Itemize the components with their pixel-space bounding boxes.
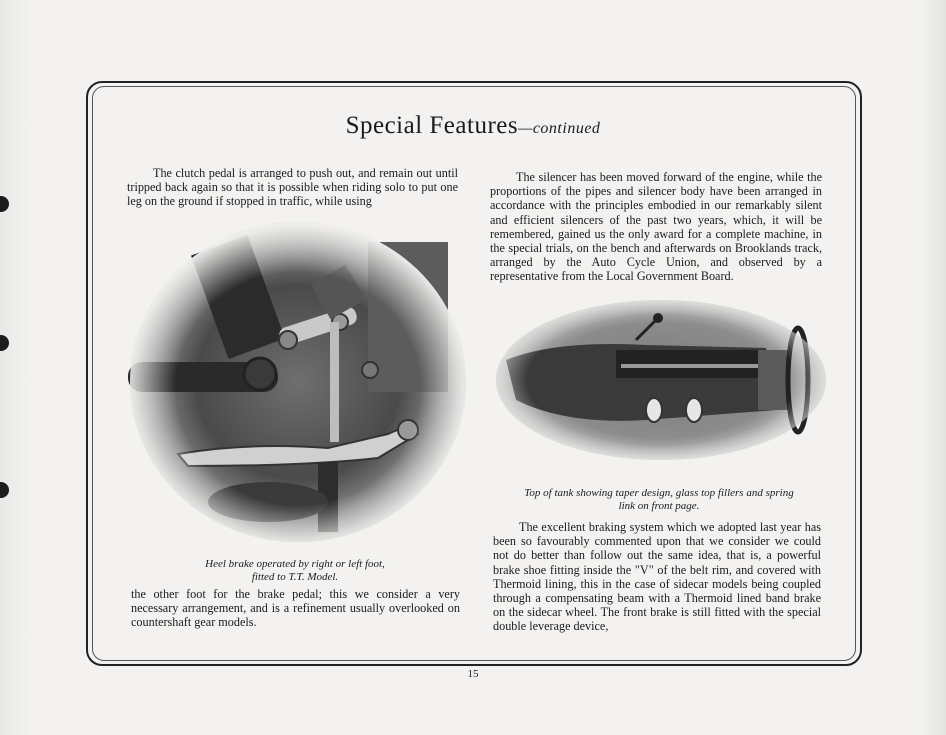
left-bottom-paragraph-block — [131, 587, 460, 630]
binding-hole — [0, 196, 9, 212]
page-number: 15 — [467, 668, 479, 680]
binding-hole — [0, 335, 9, 351]
left-caption-line2: fitted to T.T. Model. — [251, 571, 339, 583]
title-continued: —continued — [518, 120, 601, 137]
right-image-caption — [494, 487, 824, 513]
page-title — [0, 112, 946, 140]
left-top-paragraph: The clutch pedal is arranged to push out, and remain out until tripped back again so that it is possible when riding solo to put one leg on the ground if stopped in traffic, while using — [127, 166, 458, 209]
right-bottom-paragraph-block — [493, 520, 821, 634]
left-image-caption — [150, 558, 440, 584]
right-top-paragraph-block — [490, 170, 822, 284]
left-top-paragraph-block — [127, 166, 458, 209]
heel-brake-photo — [128, 222, 468, 542]
left-caption-line1: Heel brake operated by right or left foot, — [205, 558, 385, 570]
binding-hole — [0, 482, 9, 498]
right-caption-line2: link on front page. — [618, 500, 700, 512]
title-main: Special Features — [345, 112, 519, 139]
right-bottom-paragraph: The excellent braking system which we adopted last year has been so favourably commented upon that we consider we could not do better than follow out the same idea, that is, a powerful brake shoe fitting inside the "V" of the belt rim, and covered with Thermoid lining, this in the case of sidecar models being coupled through a compensating beam with a Thermoid lined band brake on the sidecar wheel. The front brake is still fitted with the special double leverage device, — [493, 520, 821, 634]
left-bottom-paragraph: the other foot for the brake pedal; this we consider a very necessary arrangement, and is a refinement usually overlooked on countershaft gear models. — [131, 587, 460, 630]
fuel-tank-photo — [496, 300, 826, 460]
right-caption-line1: Top of tank showing taper design, glass top fillers and spring — [524, 487, 794, 499]
right-top-paragraph: The silencer has been moved forward of the engine, while the proportions of the pipes and silencer body have been arranged in accordance with the principles embodied in our remarkably silent and efficient silencers of the past two years, which, it will be remembered, gained us the only award for a complete machine, in the special trials, on the bench and afterwards on Brooklands track, arranged by the Auto Cycle Union, and observed by a representative from the Local Government Board. — [490, 170, 822, 284]
